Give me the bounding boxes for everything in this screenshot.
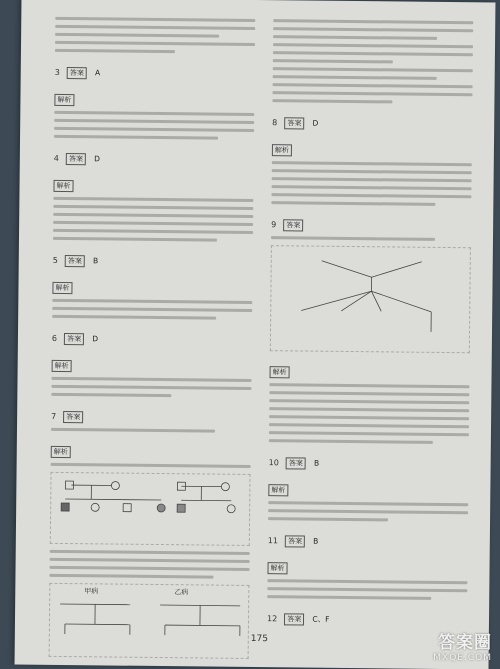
left-column [49,12,256,667]
answer-block [52,326,252,347]
answer-tag: 答案 [66,153,86,165]
question-number: 10 [269,458,279,467]
explanation-block [271,137,472,206]
pedigree-figure-2 [49,583,250,659]
answer-block [55,60,255,81]
inheritance-diagram [270,245,471,353]
question-number: 4 [54,154,59,163]
explanation-block [53,173,254,242]
explanation-tag: 解析 [272,144,292,156]
question-number: 11 [268,536,278,545]
answer-value: B [313,537,318,546]
answer-block [267,606,467,627]
question-number: 9 [271,220,276,229]
explanation-block [49,439,251,659]
question-number: 6 [52,334,57,343]
answer-tag: 答案 [285,535,305,547]
explanation-tag: 解析 [270,366,290,378]
explanation-tag: 解析 [51,446,71,458]
answer-block [54,146,254,167]
explanation-block [54,87,255,140]
answer-block [269,450,469,471]
explanation-block [268,477,468,522]
explanation-block [267,555,467,600]
answer-tag: 答案 [286,457,306,469]
page-number: 175 [251,634,268,644]
answer-tag: 答案 [284,613,304,625]
answer-block [51,404,251,433]
explanation-block [269,359,470,444]
answer-block [270,212,471,353]
watermark-url: MXQE.COM [433,653,492,663]
explanation-tag: 解析 [53,180,73,192]
answer-value: D [94,154,100,163]
answer-value: A [95,68,100,77]
answer-tag: 答案 [284,117,304,129]
answer-value: D [92,334,98,343]
explanation-tag: 解析 [268,484,288,496]
right-column [267,14,473,635]
explanation-tag: 解析 [267,562,287,574]
explanation-tag: 解析 [52,282,72,294]
pedigree-title-2: 甲病 [84,586,98,596]
pedigree-title: 乙病 [174,587,188,597]
answer-value: B [93,256,98,265]
watermark-text: 答案圈 [433,628,492,653]
watermark-logo [433,628,492,663]
explanation-block [52,275,252,320]
answer-block [272,19,473,104]
explanation-tag: 解析 [52,360,72,372]
answer-value: B [314,459,319,468]
question-number: 12 [267,614,277,623]
explanation-tag: 解析 [54,94,74,106]
question-number: 5 [53,256,58,265]
answer-block [53,248,253,269]
answer-sheet-page [15,0,496,669]
answer-block [55,17,255,54]
answer-tag: 答案 [64,333,84,345]
question-number: 8 [272,118,277,127]
answer-block [268,528,468,549]
explanation-block [51,353,251,398]
question-number: 3 [55,68,60,77]
answer-tag: 答案 [283,219,303,231]
pedigree-figure [50,472,251,546]
answer-tag: 答案 [63,411,83,423]
answer-block [272,110,472,131]
question-number: 7 [51,412,56,421]
answer-value: C、F [312,615,329,624]
answer-tag: 答案 [67,67,87,79]
answer-tag: 答案 [65,255,85,267]
answer-value: D [312,119,318,128]
